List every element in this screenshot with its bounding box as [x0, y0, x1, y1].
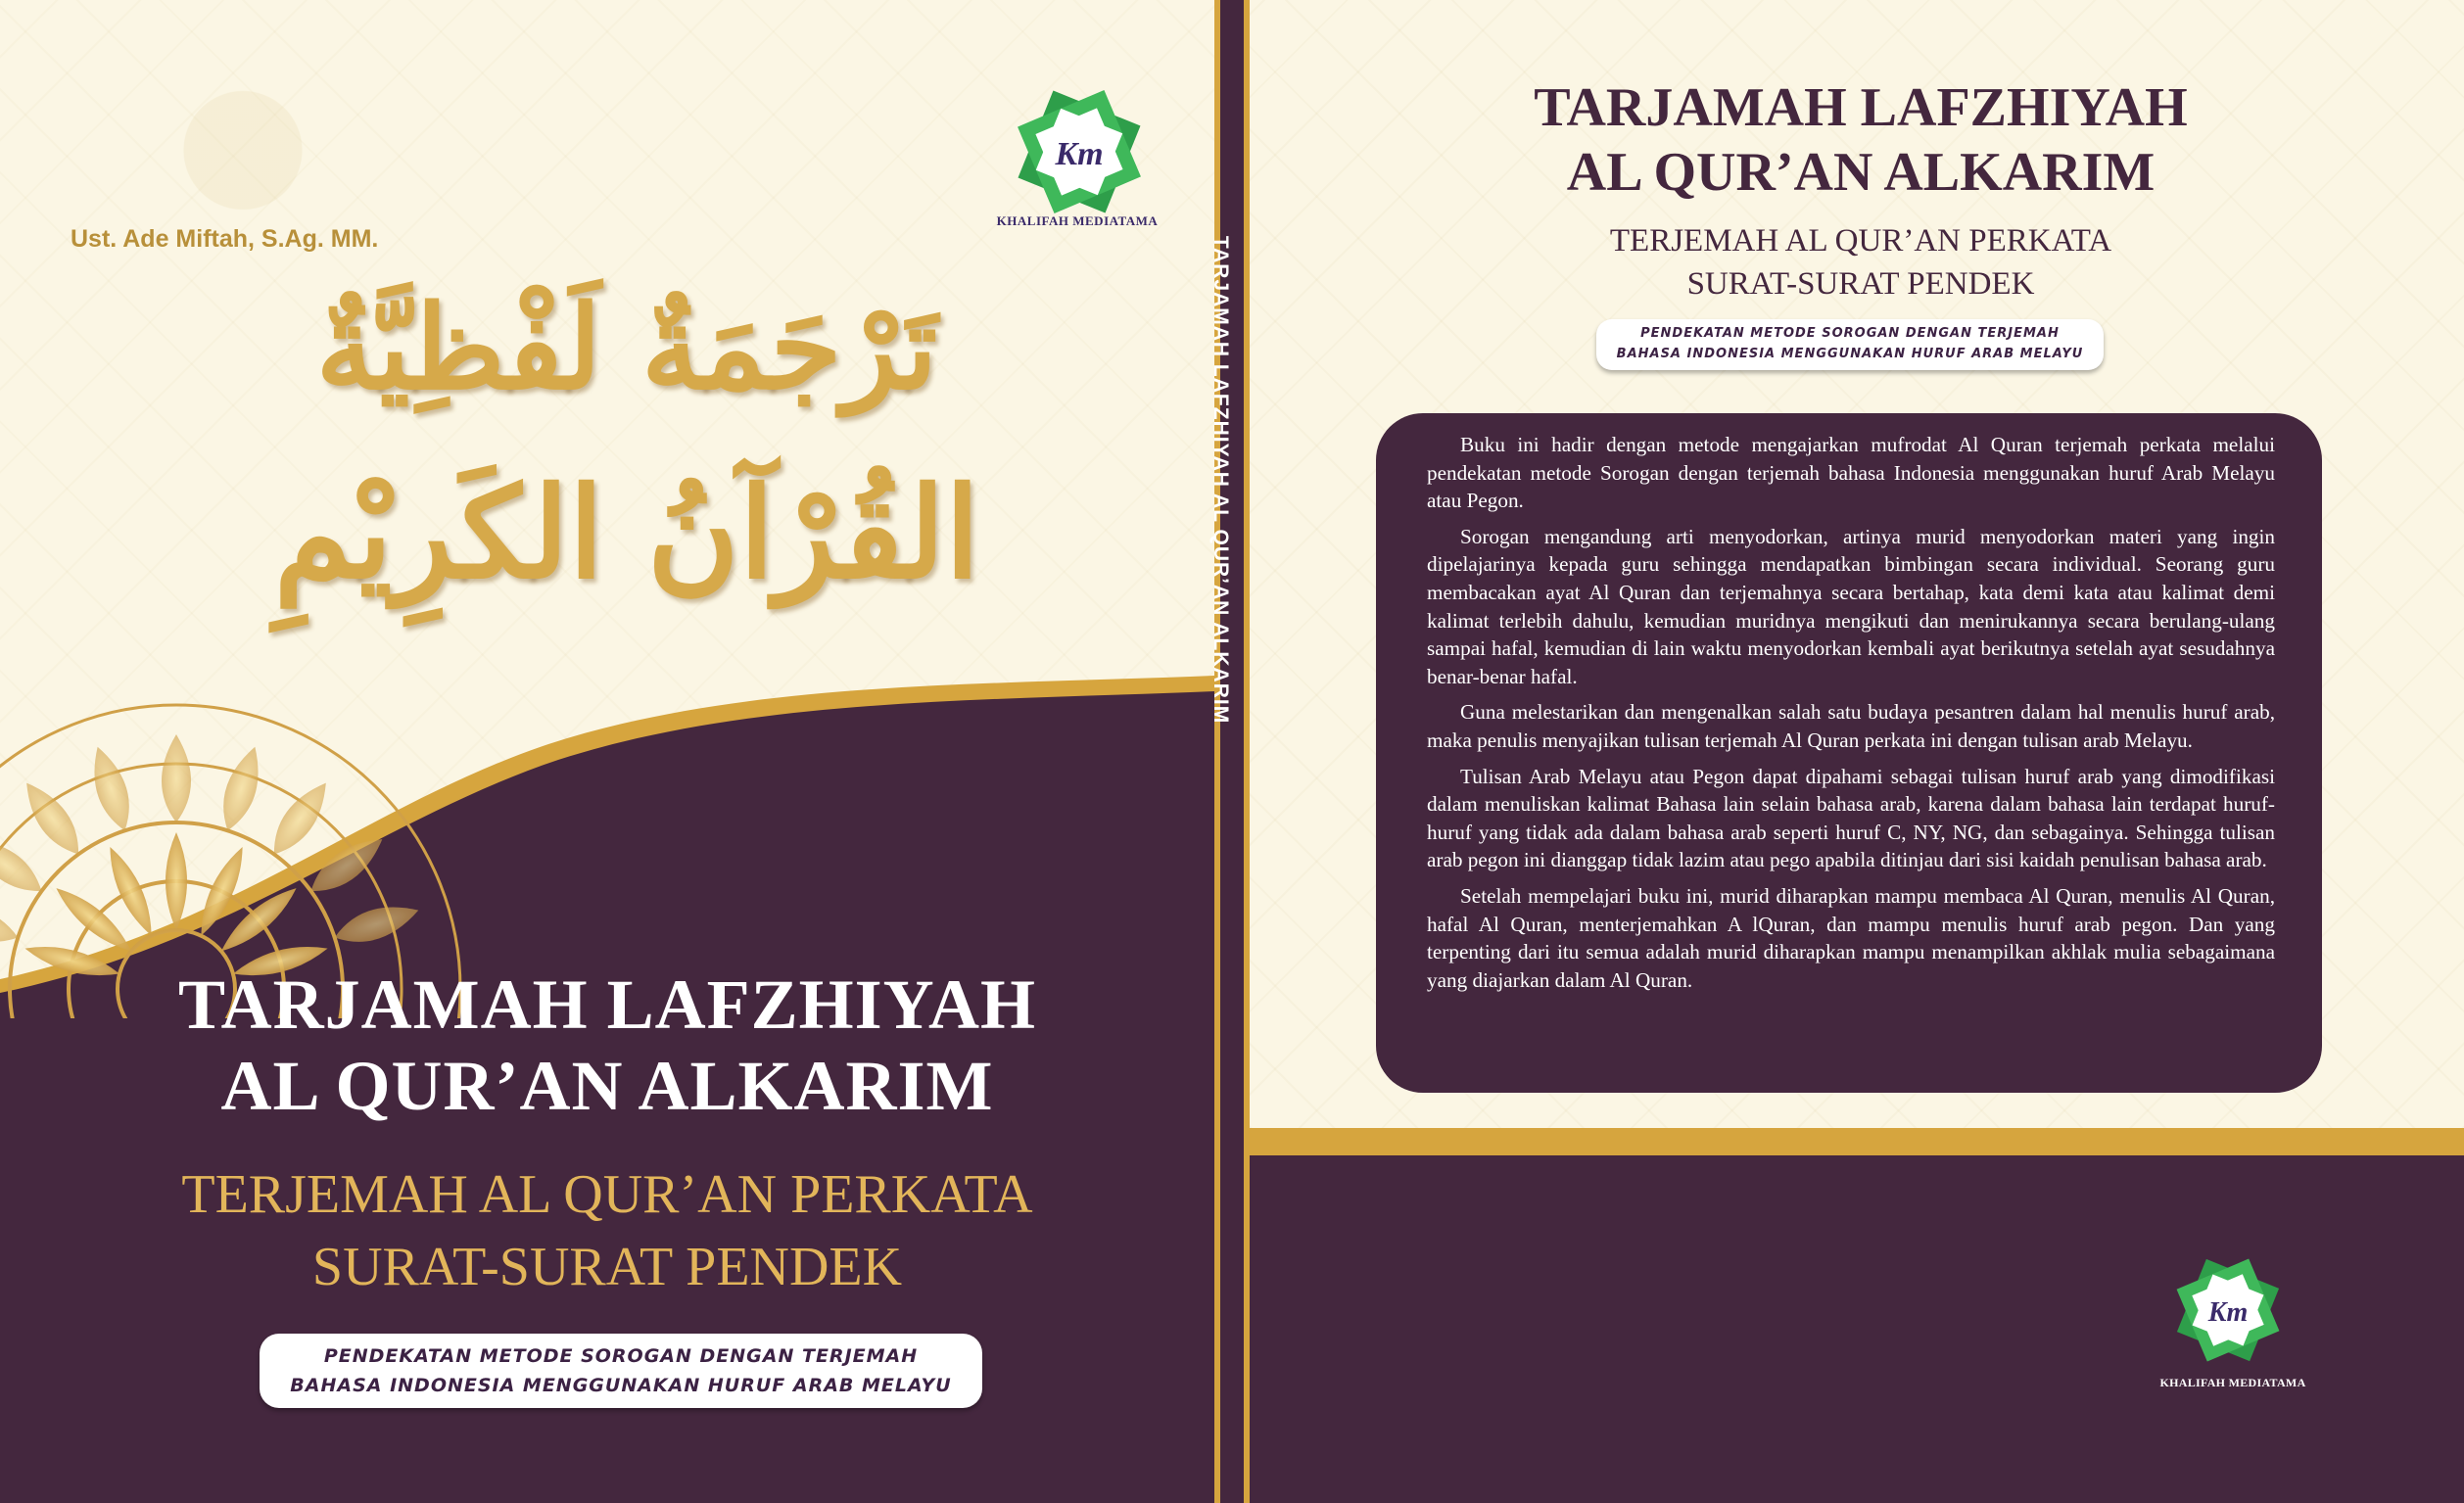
back-tagline-line1: PENDEKATAN METODE SOROGAN DENGAN TERJEMAH — [1640, 326, 2060, 341]
spine-title: TARJAMAH LAFZHIYAH AL QUR’AN ALKARIM — [1209, 235, 1232, 725]
front-subtitle-line1: TERJEMAH AL QUR’AN PERKATA — [181, 1164, 1033, 1225]
blurb-paragraph: Guna melestarikan dan mengenalkan salah satu budaya pesantren dalam hal menulis huruf arab, maka penulis menyajikan tulisan terjemah Al Quran perkata ini dengan tulisan arab Melayu. — [1427, 700, 2275, 752]
back-subtitle-line2: SURAT-SURAT PENDEK — [1686, 266, 2035, 302]
logo-initials: Km — [1055, 136, 1104, 172]
front-tagline-badge — [260, 1334, 982, 1408]
back-title-line2: AL QUR’AN ALKARIM — [1566, 142, 2156, 203]
arabic-title-line2: القُرْآنُ الكَرِيْمِ — [273, 460, 980, 607]
logo-initials: Km — [2207, 1297, 2249, 1328]
blurb-paragraph: Setelah mempelajari buku ini, murid diharapkan mampu membaca Al Quran, menulis Al Quran, hafal Al Quran, menterjemahkan A lQuran, dan mampu menulis huruf arab pegon. Dan yang terpenting dari itu semua adalah murid diharapkan mampu menampilkan akhlak mulia sebagaimana yang diajarkan dalam Al Quran. — [1427, 883, 2275, 992]
blurb-box — [1376, 413, 2322, 1093]
blurb-paragraph: Buku ini hadir dengan metode mengajarkan mufrodat Al Quran terjemah perkata melalui pendekatan metode Sorogan dengan terjemah bahasa Indonesia menggunakan huruf Arab Melayu atau Pegon. — [1427, 433, 2275, 513]
front-title-line2: AL QUR’AN ALKARIM — [220, 1047, 994, 1125]
back-title-line1: TARJAMAH LAFZHIYAH — [1534, 77, 2188, 138]
back-subtitle-line1: TERJEMAH AL QUR’AN PERKATA — [1609, 223, 2112, 258]
front-title-line1: TARJAMAH LAFZHIYAH — [177, 965, 1037, 1044]
blurb-paragraph: Tulisan Arab Melayu atau Pegon dapat dipahami sebagai tulisan huruf arab yang dimodifikasi dalam menuliskan kalimat Bahasa lain selain bahasa arab, karena dalam bahasa lain terdapat huruf-huruf yang tidak ada dalam bahasa arab seperti huruf C, NY, NG, dan sebagainya. Sehingga tulisan arab pegon ini dianggap tidak lazim atau pego apabila ditinjau dari sisi kaidah penulisan bahasa arab. — [1427, 764, 2275, 872]
front-tagline-line1: PENDEKATAN METODE SOROGAN DENGAN TERJEMAH — [323, 1345, 919, 1367]
publisher-logo-back-icon — [2159, 1245, 2297, 1383]
blurb-paragraph: Sorogan mengandung arti menyodorkan, artinya murid menyodorkan materi yang ingin dipelajarinya kepada guru sehingga mendapatkan bimbingan secara individual. Seorang guru membacakan ayat Al Quran dan terjemahnya secara bertahap, kata demi kata atau kalimat demi kalimat terlebih dahulu, kemudian muridnya mengikuti dan menirukannya secara berulang-ulang sampai hafal, kemudian di lain waktu menyodorkan kembali ayat berikutnya setelah ayat sesudahnya benar-benar hafal. — [1427, 524, 2275, 688]
publisher-name-back: KHALIFAH MEDIATAMA — [2159, 1376, 2306, 1389]
front-tagline-line2: BAHASA INDONESIA MENGGUNAKAN HURUF ARAB MELAYU — [290, 1375, 952, 1396]
author-name: Ust. Ade Miftah, S.Ag. MM. — [71, 225, 379, 253]
publisher-name: KHALIFAH MEDIATAMA — [996, 213, 1159, 228]
arabic-title-line1: تَرْجَمَةٌ لَفْظِيَّةٌ — [315, 279, 938, 415]
front-subtitle-line2: SURAT-SURAT PENDEK — [311, 1237, 903, 1297]
back-tagline-badge — [1596, 319, 2104, 370]
back-tagline-line2: BAHASA INDONESIA MENGGUNAKAN HURUF ARAB MELAYU — [1616, 347, 2084, 361]
